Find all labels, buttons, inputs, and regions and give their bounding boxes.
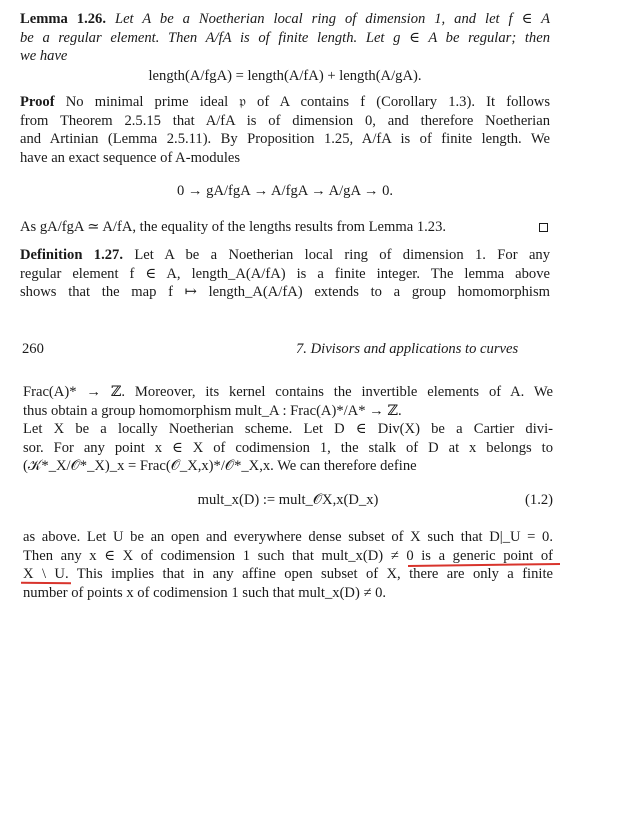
- continuation-line-1: Frac(A)* → ℤ. Moreover, its kernel contains the invertible elements of A. We: [23, 384, 553, 400]
- definition-block: [20, 246, 550, 302]
- proof-block: [20, 93, 550, 167]
- lemma-block: [20, 10, 550, 85]
- definition-line-1: Definition 1.27. Let A be a Noetherian local ring of dimension 1. For any: [20, 247, 551, 263]
- lemma-line-3: we have: [20, 48, 68, 64]
- lemma-label: Lemma 1.26.: [20, 11, 106, 27]
- proof-line-4: have an exact sequence of A-modules: [20, 149, 241, 166]
- continuation-line-2: thus obtain a group homomorphism mult_A : Frac(A)*/A* → ℤ.: [23, 402, 402, 419]
- page-number: 260: [22, 341, 44, 357]
- final-line-1: as above. Let U be an open and everywhere dense subset of X such that D|_U = 0.: [23, 529, 553, 545]
- display-equation: [23, 491, 553, 510]
- equation-mult: mult_x(D) := mult_𝒪X,x(D_x): [197, 492, 379, 508]
- lemma-line-2: be a regular element. Then A/fA is of finite length. Let g ∈ A be regular; then: [20, 29, 550, 46]
- proof-line-3: and Artinian (Lemma 2.5.11). By Proposition 1.25, A/fA is of finite length. We: [20, 131, 550, 147]
- proof-label: Proof: [20, 94, 55, 110]
- lemma-equation: length(A/fgA) = length(A/fA) + length(A/gA).: [148, 67, 422, 84]
- equation-number: (1.2): [525, 492, 553, 508]
- proof-line-2: from Theorem 2.5.15 that A/fA is of dimension 0, and therefore Noetherian: [20, 112, 550, 129]
- running-title: 7. Divisors and applications to curves: [296, 341, 519, 357]
- continuation-line-5: (𝒦*_X/𝒪*_X)_x = Frac(𝒪_X,x)*/𝒪*_X,x. We can therefore define: [23, 458, 417, 474]
- final-line-2: Then any x ∈ X of codimension 1 such that mult_x(D) ≠ 0 is a generic point of: [23, 547, 553, 564]
- continuation-block: [23, 383, 553, 476]
- final-line-4: number of points x of codimension 1 such that mult_x(D) ≠ 0.: [23, 584, 387, 601]
- final-line-3: X \ U. This implies that in any affine open subset of X, there are only a finite: [23, 566, 553, 582]
- definition-line-3: shows that the map f ↦ length_A(A/fA) extends to a group homomorphism: [20, 284, 550, 300]
- lemma-line-1: Lemma 1.26. Let A be a Noetherian local ring of dimension 1, and let f ∈ A: [20, 11, 550, 27]
- qed-square-icon: [539, 223, 548, 232]
- proof-end: As gA/fgA ≃ A/fA, the equality of the lengths results from Lemma 1.23.: [20, 219, 447, 235]
- definition-label: Definition 1.27.: [20, 247, 123, 263]
- definition-line-2: regular element f ∈ A, length_A(A/fA) is a finite integer. The lemma above: [20, 265, 550, 282]
- exact-sequence: 0 → gA/fgA → A/fgA → A/gA → 0.: [176, 183, 394, 199]
- proof-line-1: Proof No minimal prime ideal 𝔭 of A contains f (Corollary 1.3). It follows: [20, 94, 550, 110]
- continuation-line-4: sor. For any point x ∈ X of codimension 1, the stalk of D at x belongs to: [23, 439, 553, 456]
- continuation-line-3: Let X be a locally Noetherian scheme. Let D ∈ Div(X) be a Cartier divi-: [23, 421, 553, 437]
